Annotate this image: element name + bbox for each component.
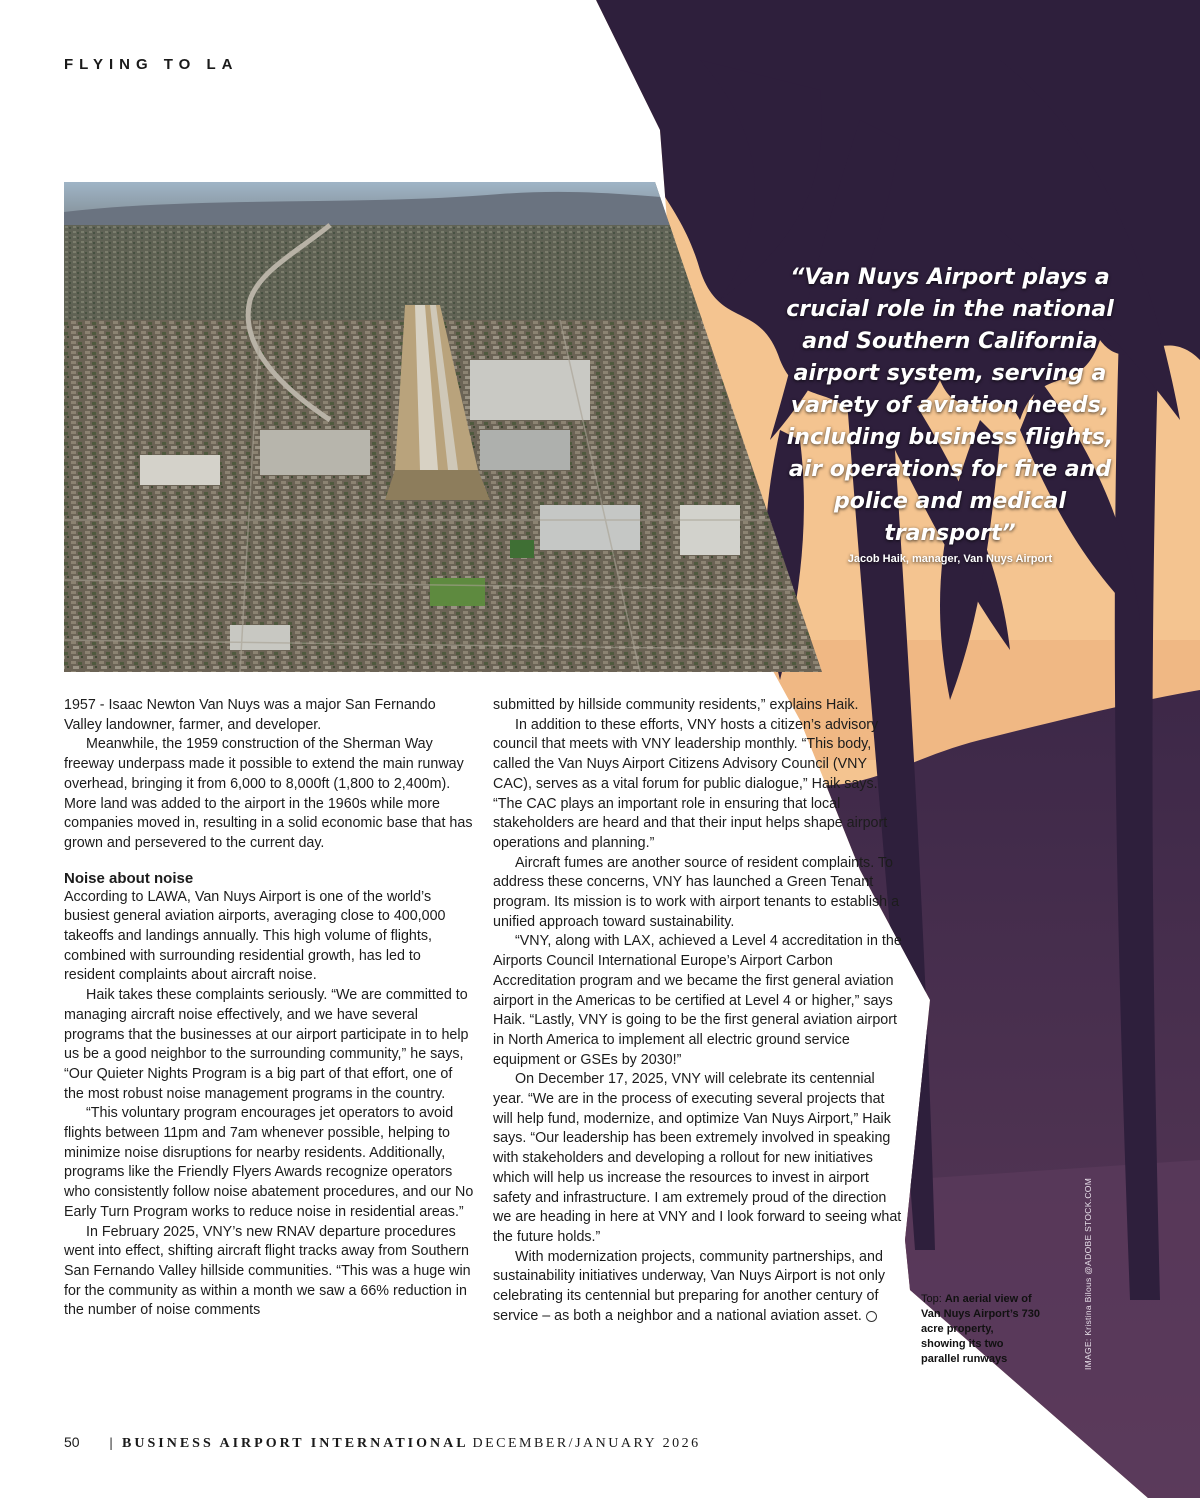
page-footer — [64, 1434, 701, 1452]
image-credit: IMAGE: Kristina Bilous @ADOBE STOCK.COM — [1083, 1177, 1093, 1370]
paragraph: 1957 - Isaac Newton Van Nuys was a major San Fernando Valley landowner, farmer, and developer. — [64, 697, 436, 733]
caption-text: An aerial view of Van Nuys Airport’s 730 acre property, showing its two parallel runways — [921, 1293, 1041, 1365]
subheading: Noise about noise — [64, 869, 194, 887]
paragraph: According to LAWA, Van Nuys Airport is one of the world’s busiest general aviation airports, averaging close to 400,000 takeoffs and landings annually. This high volume of flights, combined with surrounding residential growth, has led to resident complaints about aircraft noise. — [64, 888, 446, 984]
end-of-article-icon — [866, 1311, 877, 1322]
page-number: 50 — [64, 1434, 80, 1450]
paragraph: Aircraft fumes are another source of resident complaints. To address these concerns, VNY has launched a Green Tenant program. Its mission is to work with airport tenants to establish a unified approach toward sustainability. — [493, 854, 900, 930]
pull-quote-attribution: Jacob Haik, manager, Van Nuys Airport — [847, 553, 1053, 565]
paragraph: On December 17, 2025, VNY will celebrate its centennial year. “We are in the process of executing several projects that will help fund, modernize, and optimize Van Nuys Airport,” Haik says. “Our leadership has been extremely involved in speaking with stakeholders and developing a rollout for new initiatives which will help us increase the resources to invest in airport safety and infrastructure. I am extremely proud of the direction we are heading in here at VNY and I look forward to seeing what the future holds.” — [493, 1071, 902, 1245]
photo-caption — [921, 1292, 1041, 1367]
caption-prefix: Top: — [921, 1293, 942, 1305]
paragraph-text: With modernization projects, community partnerships, and sustainability initiatives underway, Van Nuys Airport is not only celebrating its centennial but preparing for another century of service – as both a neighbor and a national aviation asset. — [493, 1248, 886, 1324]
publication-name: | BUSINESS AIRPORT INTERNATIONAL — [109, 1436, 469, 1451]
paragraph: “VNY, along with LAX, achieved a Level 4 accreditation in the Airports Council International Europe’s Airport Carbon Accreditation program and we became the first general aviation airport in the Americas to be certified at Level 4 or higher,” says Haik. “Lastly, VNY is going to be the first general aviation airport in North America to implement all electric ground service equipment or GSEs by 2030!” — [493, 933, 902, 1068]
paragraph: submitted by hillside community residents,” explains Haik. — [493, 697, 859, 713]
issue-date: DECEMBER/JANUARY 2026 — [472, 1436, 701, 1451]
paragraph: In February 2025, VNY’s new RNAV departure procedures went into effect, shifting aircraft flight tracks away from Southern San Fernando Valley hillside communities. “This was a huge win for the community as within a month we saw a 66% reduction in the number of noise comments — [64, 1223, 471, 1319]
paragraph: Meanwhile, the 1959 construction of the Sherman Way freeway underpass made it possible to extend the main runway overhead, bringing it from 6,000 to 8,000ft (1,800 to 2,400m). More land was added to the airport in the 1960s while more companies moved in, resulting in a solid economic base that has grown and persevered to the current day. — [64, 736, 473, 851]
paragraph: Haik takes these complaints seriously. “We are committed to managing aircraft noise effectively, and we have several programs that the businesses at our airport participate in to help us be a good neighbor to the surrounding community,” he says, “Our Quieter Nights Program is a big part of that effort, one of the most robust noise management programs in the country. — [64, 987, 469, 1102]
paragraph-last — [493, 1248, 903, 1327]
pull-quote — [780, 262, 1120, 566]
paragraph: “This voluntary program encourages jet operators to avoid flights between 11pm and 7am whenever possible, helping to minimize noise disruptions for nearby residents. Additionally, programs like the Friendly Flyers Awards recognize operators who consistently follow noise abatement procedures, and our No Early Turn Program works to reduce noise in residential areas.” — [64, 1105, 474, 1220]
paragraph: In addition to these efforts, VNY hosts a citizen’s advisory council that meets with VNY leadership monthly. “This body, called the Van Nuys Airport Citizens Advisory Council (VNY CAC), serves as a vital forum for public dialogue,” Haik says. “The CAC plays an important role in ensuring that local stakeholders are heard and that their input helps shape airport operations and planning.” — [493, 716, 888, 851]
section-label: FLYING TO LA — [64, 56, 239, 73]
article-column-1 — [64, 696, 474, 1321]
pull-quote-text: “Van Nuys Airport plays a crucial role in the national and Southern California airport system, serving a variety of aviation needs, including business flights, air operations for fire and police and medical transport” — [786, 265, 1114, 546]
article-column-2 — [493, 696, 903, 1327]
